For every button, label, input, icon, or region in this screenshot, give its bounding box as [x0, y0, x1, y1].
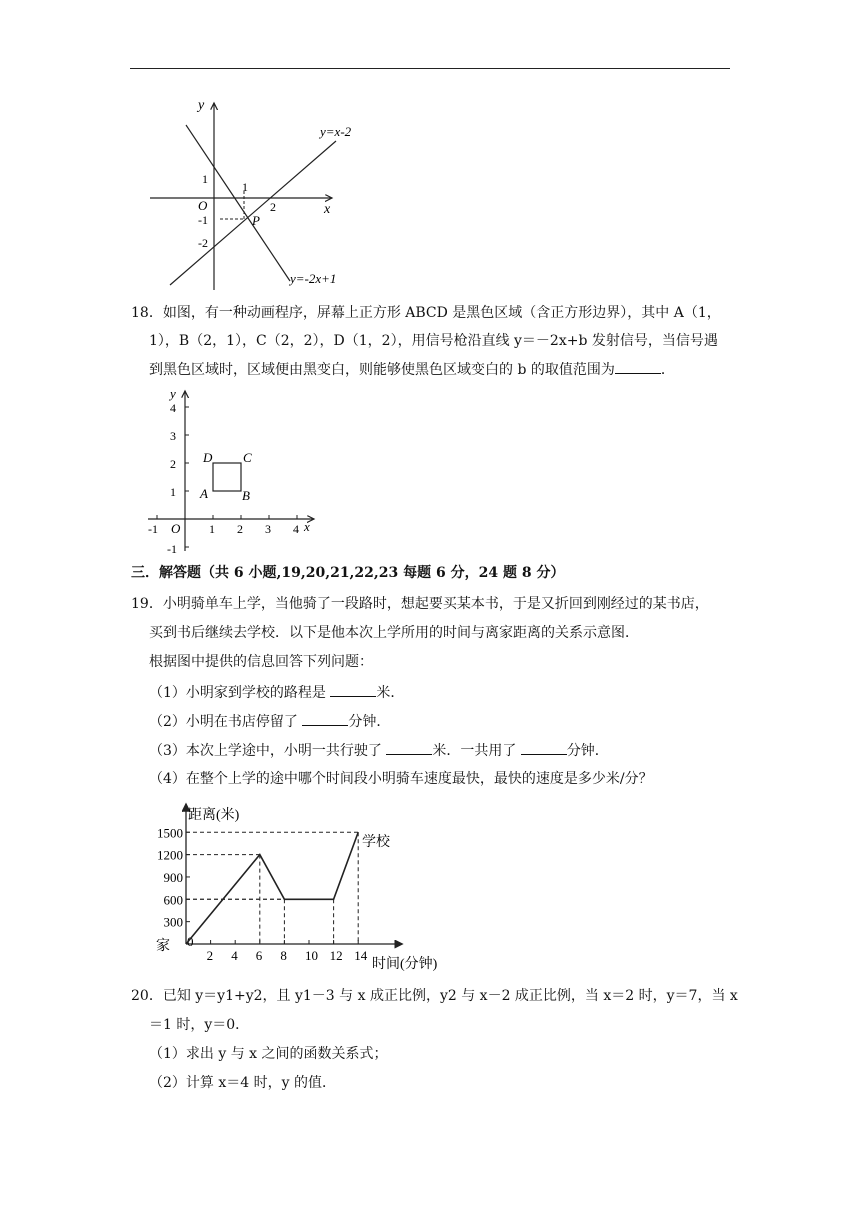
x-tick-label: 10 — [305, 948, 318, 963]
answer-blank[interactable] — [521, 740, 567, 755]
x-tick-4: 4 — [293, 522, 299, 536]
q18-line3-end: ． — [660, 362, 675, 378]
y-axis-label: y — [170, 386, 176, 401]
q19-sub2-text: （2）小明在书店停留了 — [149, 714, 303, 730]
q19-sub3 — [149, 740, 609, 761]
q19-sub1-unit: 米． — [376, 685, 405, 701]
point-p-label: P — [252, 213, 260, 228]
answer-blank[interactable] — [386, 740, 432, 755]
point-c-label: C — [243, 450, 252, 465]
origin-label: O — [171, 521, 181, 536]
section-heading: 三．解答题（共 6 小题,19,20,21,22,23 每题 6 分，24 题 8 分） — [131, 565, 565, 581]
q18-line3 — [149, 359, 675, 380]
q18-line2: 1），B（2，1），C（2，2），D（1，2），用信号枪沿直线 y＝－2x+b 发射信号，当信号遇 — [149, 333, 718, 349]
figure-square-abcd — [140, 385, 330, 557]
q18-line3-text: 到黑色区域时，区域便由黑变白，则能够使黑色区域变白的 b 的取值范围为 — [149, 362, 615, 378]
x-axis-label: x — [324, 202, 331, 217]
q20-line2: ＝1 时，y＝0． — [149, 1017, 250, 1033]
x-tick-label: 14 — [354, 948, 368, 963]
q19-sub3-unit: 分钟． — [566, 743, 609, 759]
y-tick-4: 4 — [170, 401, 176, 415]
x-axis-title: 时间(分钟) — [372, 957, 438, 972]
y-tick-label: 600 — [163, 892, 183, 908]
q19-sub3-mid: 米．一共用了 — [432, 743, 521, 759]
y-tick-label: 1500 — [157, 825, 183, 841]
q20-line1: 20．已知 y＝y1+y2，且 y1－3 与 x 成正比例，y2 与 x－2 成正比例，当 x＝2 时，y＝7，当 x — [131, 988, 738, 1004]
line1-label: y=x-2 — [320, 124, 352, 139]
tick-y-m1: -1 — [198, 213, 208, 227]
x-tick-label: 8 — [280, 948, 287, 963]
point-b-label: B — [242, 488, 250, 503]
y-tick-3: 3 — [170, 429, 176, 443]
x-tick-1: 1 — [209, 522, 215, 536]
answer-blank[interactable] — [615, 359, 661, 374]
y-tick-label: 300 — [163, 914, 183, 930]
answer-blank[interactable] — [302, 711, 348, 726]
q20-sub1: （1）求出 y 与 x 之间的函数关系式； — [149, 1046, 388, 1062]
q19-line1: 19．小明骑单车上学，当他骑了一段路时，想起要买某本书，于是又折回到刚经过的某书店， — [131, 596, 709, 612]
q19-sub1 — [149, 682, 404, 703]
tick-x-2: 2 — [270, 200, 276, 214]
square-abcd — [213, 463, 241, 491]
origin-label: 家 — [156, 939, 170, 954]
tick-x-1: 1 — [242, 180, 248, 194]
tick-y-1: 1 — [202, 172, 208, 186]
q19-sub3-text: （3）本次上学途中，小明一共行驶了 — [149, 743, 387, 759]
q19-sub2-unit: 分钟． — [348, 714, 391, 730]
y-tick-1: 1 — [170, 485, 176, 499]
x-tick-m1: -1 — [148, 522, 158, 536]
x-tick-2: 2 — [237, 522, 243, 536]
y-axis-title: 距离(米) — [188, 808, 240, 823]
q19-line2: 买到书后继续去学校．以下是他本次上学所用的时间与离家距离的关系示意图． — [149, 625, 639, 641]
q18-line1: 18．如图，有一种动画程序，屏幕上正方形 ABCD 是黑色区域（含正方形边界），其中 A（1， — [131, 305, 721, 321]
header-rule — [130, 68, 730, 69]
x-tick-label: 12 — [329, 948, 343, 963]
answer-blank[interactable] — [330, 682, 376, 697]
q19-line3: 根据图中提供的信息回答下列问题： — [149, 654, 373, 670]
origin-zero-label: 0 — [187, 934, 194, 949]
origin-label: O — [198, 198, 208, 213]
end-label: 学校 — [362, 835, 390, 850]
x-tick-label: 6 — [255, 948, 263, 963]
point-a-label: A — [200, 486, 208, 501]
q19-sub1-text: （1）小明家到学校的路程是 — [149, 685, 331, 701]
y-tick-label: 1200 — [157, 847, 183, 863]
distance-time-chart — [150, 798, 450, 978]
y-tick-label: 900 — [163, 869, 183, 885]
q19-sub4: （4）在整个上学的途中哪个时间段小明骑车速度最快，最快的速度是多少米/分？ — [149, 771, 653, 787]
x-axis-label: x — [304, 519, 310, 534]
x-tick-label: 2 — [206, 948, 214, 963]
y-axis-label: y — [198, 98, 205, 113]
tick-y-m2: -2 — [198, 236, 208, 250]
x-tick-label: 4 — [231, 948, 238, 963]
figure-two-lines — [140, 95, 380, 295]
y-tick-m1: -1 — [167, 542, 177, 556]
line2-label: y=-2x+1 — [290, 271, 337, 286]
q19-sub2 — [149, 711, 390, 732]
x-tick-3: 3 — [265, 522, 271, 536]
distance-series-line — [186, 832, 358, 944]
y-tick-2: 2 — [170, 457, 176, 471]
q20-sub2: （2）计算 x＝4 时，y 的值． — [149, 1075, 336, 1091]
point-d-label: D — [203, 450, 213, 465]
